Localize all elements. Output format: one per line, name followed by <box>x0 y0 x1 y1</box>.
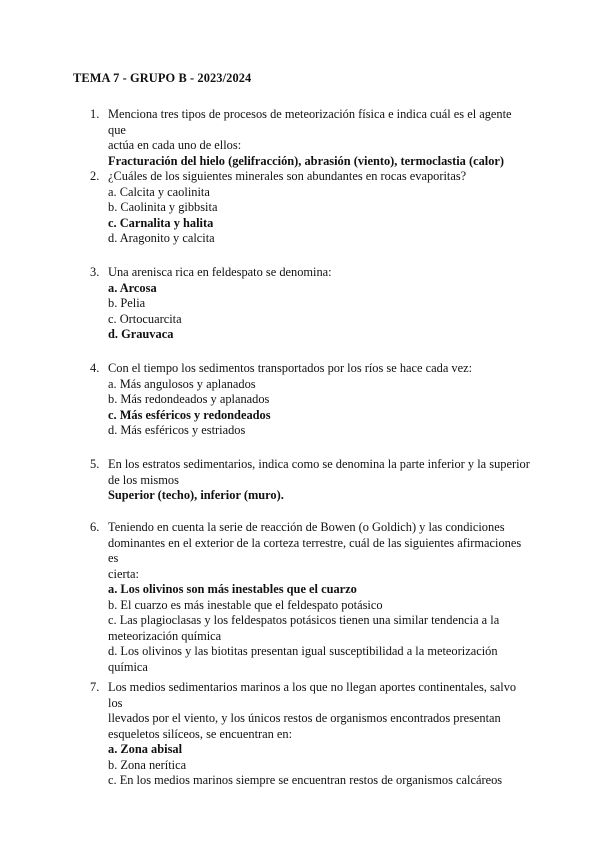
question-text: dominantes en el exterior de la corteza terrestre, cuál de las siguientes afirmaciones es <box>108 535 522 565</box>
option-b: b. Zona nerítica <box>108 757 187 772</box>
question-text: Menciona tres tipos de procesos de meteorización física e indica cuál es el agente que <box>108 107 512 137</box>
page-title: TEMA 7 - GRUPO B - 2023/2024 <box>73 71 252 85</box>
option-a: a. Más angulosos y aplanados <box>108 376 256 391</box>
option-b: b. El cuarzo es más inestable que el feldespato potásico <box>108 597 383 612</box>
option-a: a. Los olivinos son más inestables que el cuarzo <box>108 582 357 596</box>
question-number: 5. <box>90 457 100 471</box>
option-b: b. Más redondeados y aplanados <box>108 392 270 406</box>
option-d: d. Grauvaca <box>108 327 174 341</box>
option-c: c. Ortocuarcita <box>108 311 182 326</box>
question-text: actúa en cada uno de ellos: <box>108 138 242 152</box>
option-c: c. Carnalita y halita <box>108 215 214 230</box>
option-c: c. Las plagioclasas y los feldespatos potásicos tienen una similar tendencia a la meteorización química <box>108 613 500 643</box>
option-c: c. Más esféricos y redondeados <box>108 407 271 422</box>
question-text: Teniendo en cuenta la serie de reacción de Bowen (o Goldich) y las condiciones <box>108 520 505 534</box>
option-a: a. Calcita y caolinita <box>108 184 210 199</box>
question-number: 7. <box>90 680 100 694</box>
question-number: 3. <box>90 265 100 279</box>
question-text: ¿Cuáles de los siguientes minerales son abundantes en rocas evaporitas? <box>108 169 467 183</box>
answer-text: Superior (techo), inferior (muro). <box>108 488 284 502</box>
option-d: d. Los olivinos y las biotitas presentan igual susceptibilidad a la meteorización química <box>108 644 498 674</box>
option-b: b. Caolinita y gibbsita <box>108 200 218 214</box>
question-text: de los mismos <box>108 472 179 487</box>
question-number: 4. <box>90 361 100 375</box>
question-4 <box>90 361 530 439</box>
question-text: Una arenisca rica en feldespato se denomina: <box>108 265 332 279</box>
option-d: d. Aragonito y calcita <box>108 231 215 245</box>
question-text: En los estratos sedimentarios, indica como se denomina la parte inferior y la superior <box>108 457 530 471</box>
question-1 <box>90 107 530 169</box>
option-a: a. Arcosa <box>108 280 157 295</box>
question-2 <box>90 169 530 247</box>
question-5 <box>90 457 530 504</box>
question-3 <box>90 265 530 343</box>
option-a: a. Zona abisal <box>108 742 183 756</box>
question-number: 6. <box>90 520 100 534</box>
question-text: esqueletos silíceos, se encuentran en: <box>108 726 293 741</box>
question-6 <box>90 520 530 675</box>
option-d: d. Más esféricos y estriados <box>108 423 246 437</box>
question-text: Los medios sedimentarios marinos a los que no llegan aportes continentales, salvo los <box>108 680 517 710</box>
question-text: llevados por el viento, y los únicos restos de organismos encontrados presentan <box>108 711 501 725</box>
question-text: Con el tiempo los sedimentos transportados por los ríos se hace cada vez: <box>108 361 473 375</box>
option-b: b. Pelia <box>108 296 146 310</box>
answer-text: Fracturación del hielo (gelifracción), abrasión (viento), termoclastia (calor) <box>108 153 505 168</box>
option-c: c. En los medios marinos siempre se encuentran restos de organismos calcáreos <box>108 773 503 787</box>
question-number: 1. <box>90 107 100 121</box>
question-number: 2. <box>90 169 100 183</box>
question-text: cierta: <box>108 566 139 581</box>
question-7 <box>90 680 530 789</box>
